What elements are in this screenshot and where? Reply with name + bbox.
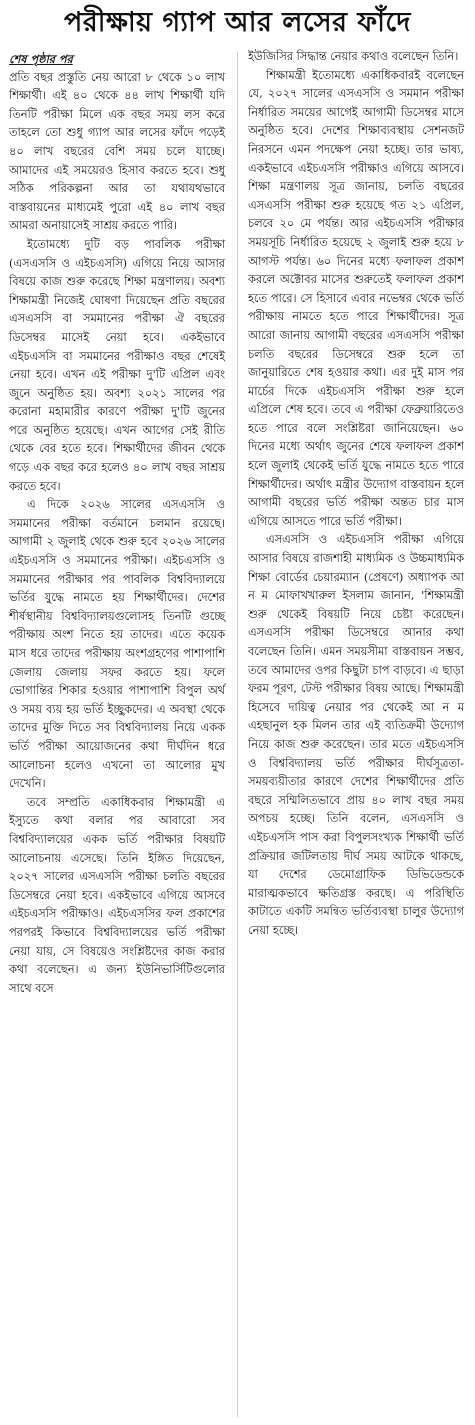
left-column	[9, 48, 225, 998]
paragraph: ইতোমধ্যে দুটি বড় পাবলিক পরীক্ষা (এসএসসি ও এইচএসসি) এগিয়ে নিয়ে আসার বিষয়ে কাজ শুরু করেছে শিক্ষা মন্ত্রণালয়। অবশ্য শিক্ষামন্ত্রী নিজেই ঘোষণা দিয়েছেন প্রতি বছরের এসএসসি বা সমমানের পরীক্ষা ঐ বছরের ডিসেম্বর মাসেই নেয়া হবে। একইভাবে এইচএসসি বা সমমানের পরীক্ষাও বছর শেষেই নেয়া হবে। এখন এই পরীক্ষা দু'টি এপ্রিল এবং জুনে অনুষ্ঠিত হয়। অবশ্য ২০২১ সালের পর করোনা মহামারীর কারণে পরীক্ষা দু'টি জুনের পরে অনুষ্ঠিত হয়েছে। এখন আগের সেই রীতি থেকে বের হতে হবে। শিক্ষার্থীদের জীবন থেকে গড়ে এক বছর করে হলেও ৪০ লাখ বছর সাশ্রয় করতে হবে।	[9, 237, 225, 493]
paragraph: তবে সম্প্রতি একাধিকবার শিক্ষামন্ত্রী এ ইস্যুতে কথা বলার পর আবারো সব বিশ্ববিদ্যালয়ের একক ভর্তি পরীক্ষার বিষয়টি আলোচনায় এসেছে। তিনি ইঙ্গিত দিয়েছেন, ২০২৭ সালের এসএসসি পরীক্ষা চলতি বছরের ডিসেম্বরে নেয়া হবে। একইভাবে এগিয়ে আসবে এইচএসসি পরীক্ষাও। এইচএসসির ফল প্রকাশের পরপরই কিভাবে বিশ্ববিদ্যালয়ের ভর্তি পরীক্ষা নেয়া যায়, সে বিষয়েও সংশ্লিষ্টদের কাজ করার কথা বলেছেন। এ জন্য ইউনিভার্সিটিগুলোর সাথে বসে	[9, 795, 225, 995]
column-divider	[237, 52, 238, 1417]
paragraph: ইউজিসির সিদ্ধান্ত নেয়ার কথাও বলেছেন তিনি।	[248, 50, 459, 63]
paragraph: প্রতি বছর প্রস্তুতি নেয় আরো ৮ থেকে ১০ লাখ শিক্ষার্থী। এই ৪০ থেকে ৪৪ লাখ শিক্ষার্থী যদি তিনটি পরীক্ষা মিলে এক বছর সময় লস করে তাহলে তো শুধু গ্যাপ আর লসের ফাঁদে পড়েই ৪০ লাখ বছরের বেশি সময় চলে যাচ্ছে। আমাদের এই সময়েরও হিসাব করতে হবে। শুধু সঠিক পরিকল্পনা আর তা যথাযথভাবে বাস্তবায়নের মাধ্যমেই পুরো এই ৪০ লাখ বছর আমরা অনায়াসেই সাশ্রয় করতে পারি।	[9, 70, 225, 233]
paragraph: শিক্ষামন্ত্রী ইতোমধ্যে একাধিকবারই বলেছেন যে, ২০২৭ সালের এসএসসি ও সমমান পরীক্ষা নির্ধারিত সময়ের আগেই আগামী ডিসেম্বর মাসে অনুষ্ঠিত হবে। দেশের শিক্ষাব্যবস্থায় সেশনজট নিরসনে এমন পদক্ষেপ নেয়া হচ্ছে। তার ভাষ্য, একইভাবে এইচএসসি পরীক্ষাও এগিয়ে আসবে। শিক্ষা মন্ত্রণালয় সূত্র জানায়, চলতি বছরের এসএসসি পরীক্ষা শুরু হয়েছে গত ২১ এপ্রিল, চলবে ২০ মে পর্যন্ত। আর এইচএসসি পরীক্ষার সময়সূচি নির্ধারিত হয়েছে ২ জুলাই শুরু হয়ে ৮ আগস্ট পর্যন্ত। ৬০ দিনের মধ্যে ফলাফল প্রকাশ করলে অক্টোবর মাসের শুরুতেই ফলাফল প্রকাশ হতে পারে। সে হিসাবে এবার নভেম্বর থেকে ভর্তি পরীক্ষায় নামতে হতে পারে শিক্ষার্থীদের। সূত্র আরো জানায় আগামী বছরের এসএসসি পরীক্ষা চলতি বছরের ডিসেম্বরে শুরু হলে তা জানুয়ারিতে শেষ হওয়ার কথা। এর দুই মাস পর মার্চের দিকে এইচএসসি পরীক্ষা শুরু হলে এপ্রিলে শেষ হবে। তবে এ পরীক্ষা ফেব্রুয়ারিতেও হতে পারে বলে সংশ্লিষ্টরা জানিয়েছেন। ৬০ দিনের মধ্যে অর্থাৎ জুনের শেষে ফলাফল প্রকাশ হলে জুলাই থেকেই ভর্তি যুদ্ধে নামতে হতে পারে শিক্ষার্থীদের। অর্থাৎ মন্ত্রীর উদ্যোগ বাস্তবায়ন হলে আগামী বছরের ভর্তি পরীক্ষা অন্তত চার মাস এগিয়ে আসতে পারে ভর্তি পরীক্ষা।	[248, 68, 464, 528]
headline: পরীক্ষায় গ্যাপ আর লসের ফাঁদে	[64, 6, 411, 38]
continued-from-label: শেষ পৃষ্ঠার পর	[9, 52, 73, 66]
paragraph: এসএসসি ও এইচএসসি পরীক্ষা এগিয়ে আসার বিষয়ে রাজশাহী মাধ্যমিক ও উচ্চমাধ্যমিক শিক্ষা বোর্ডের চেয়ারম্যান (প্রেষণে) অধ্যাপক আ ন ম মোফাখখারুল ইসলাম জানান, 'শিক্ষামন্ত্রী শুরু থেকেই বিষয়টি নিয়ে চেষ্টা করেছেন। এসএসসি পরীক্ষা ডিসেম্বরে আনার কথা বলেছেন তিনি। এমন সময়সীমা বাস্তবায়ন সম্ভব, তবে আমাদের ওপর কিছুটা চাপ বাড়বে। এ ছাড়া ফরম পূরণ, টেস্ট পরীক্ষার বিষয় আছে। শিক্ষামন্ত্রী হিসেবে দায়িত্ব নেয়ার পর থেকেই আ ন ম এহছানুল হক মিলন তার এই ব্যতিক্রমী উদ্যোগ নিয়ে কাজ শুরু করেছেন। তার মতে এইচএসসি ও বিশ্ববিদ্যালয় ভর্তি পরীক্ষার দীর্ঘসূত্রতা-সময়ব্যয়ীতার কারণে দেশের শিক্ষার্থীদের প্রতি বছরে সম্মিলিতভাবে প্রায় ৪০ লাখ বছর সময় অপচয় হচ্ছে। তিনি বলেন, এসএসসি ও এইচএসসি পাস করা বিপুলসংখ্যক শিক্ষার্থী ভর্তি প্রক্রিয়ার জটিলতায় দীর্ঘ সময় আটকে থাকছে, যা দেশের ডেমোগ্রাফিক ডিভিডেন্ডকে মারাত্মকভাবে ক্ষতিগ্রস্ত করছে। এ পরিস্থিতি কাটাতে একটি সমন্বিত ভর্তিব্যবস্থা চালুর উদ্যোগ নেয়া হচ্ছে।	[248, 533, 464, 937]
right-column	[248, 48, 464, 941]
paragraph: এ দিকে ২০২৬ সালের এসএসসি ও সমমানের পরীক্ষা বর্তমানে চলমান রয়েছে। আগামী ২ জুলাই থেকে শুরু হবে ২০২৬ সালের এইচএসসি ও সমমানের পরীক্ষা। এইচএসসি ও সমমানের পরীক্ষার পর পাবলিক বিশ্ববিদ্যালয়ে ভর্তির যুদ্ধে নামতে হয় শিক্ষার্থীদের। দেশের শীর্ষস্থানীয় বিশ্ববিদ্যালয়গুলোসহ তিনটি গুচ্ছে পরীক্ষায় অংশ নিতে হয় তাদের। এতে কয়েক মাস ধরে তাদের পরীক্ষায় অংশগ্রহণের পাশাপাশি জেলায় জেলায় সফর করতে হয়। ফলে ভোগান্তির শিকার হওয়ার পাশাপাশি বিপুল অর্থ ও সময় ব্যয় হয় ভর্তি ইচ্ছুকদের। এ অবস্থা থেকে তাদের মুক্তি দিতে সব বিশ্ববিদ্যালয় নিয়ে একক ভর্তি পরীক্ষা আয়োজনের কথা দীর্ঘদিন ধরে আলোচনা হলেও এখনো তা আলোর মুখ দেখেনি।	[9, 498, 225, 791]
